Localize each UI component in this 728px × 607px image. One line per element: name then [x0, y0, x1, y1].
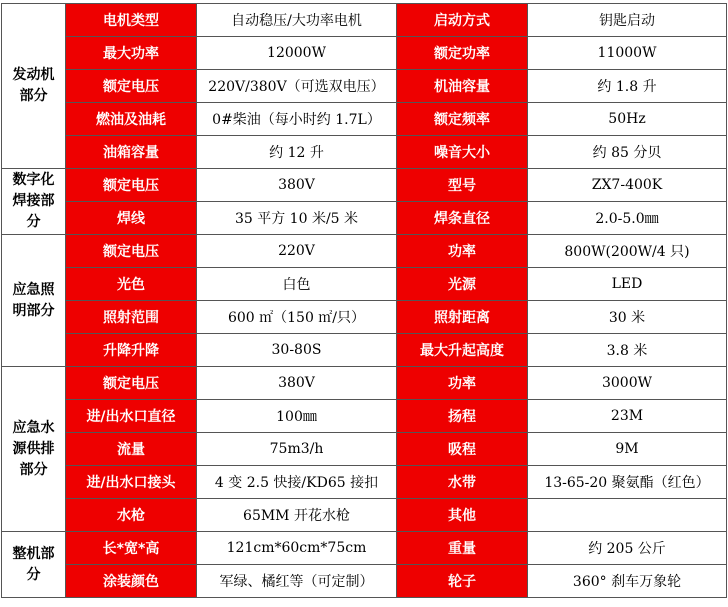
spec-value: 12000W: [197, 37, 397, 70]
spec-value: 钥匙启动: [528, 4, 727, 37]
table-row: [2, 400, 727, 433]
spec-label: 其他: [397, 499, 528, 532]
spec-label: 功率: [397, 367, 528, 400]
spec-label: 进/出水口接头: [66, 466, 197, 499]
spec-value: LED: [528, 268, 727, 301]
spec-label: 重量: [397, 532, 528, 565]
table-row: [2, 37, 727, 70]
spec-value: ZX7-400K: [528, 169, 727, 202]
spec-value: 11000W: [528, 37, 727, 70]
spec-value: 220V: [197, 235, 397, 268]
spec-value: 3000W: [528, 367, 727, 400]
table-row: [2, 466, 727, 499]
spec-value: 9M: [528, 433, 727, 466]
spec-label: 机油容量: [397, 70, 528, 103]
spec-value: 军绿、橘红等（可定制）: [197, 565, 397, 598]
section-title: 整机部分: [2, 532, 66, 598]
spec-value: 约 1.8 升: [528, 70, 727, 103]
table-row: [2, 565, 727, 598]
spec-label: 额定功率: [397, 37, 528, 70]
spec-label: 光色: [66, 268, 197, 301]
spec-label: 长*宽*高: [66, 532, 197, 565]
spec-table: [1, 3, 727, 598]
table-row: [2, 334, 727, 367]
table-row: [2, 499, 727, 532]
table-row: [2, 433, 727, 466]
spec-label: 流量: [66, 433, 197, 466]
spec-label: 吸程: [397, 433, 528, 466]
spec-value: 23M: [528, 400, 727, 433]
table-row: [2, 169, 727, 202]
spec-value: 30 米: [528, 301, 727, 334]
spec-value: 65MM 开花水枪: [197, 499, 397, 532]
spec-value: 3.8 米: [528, 334, 727, 367]
spec-value: 600 ㎡（150 ㎡/只）: [197, 301, 397, 334]
table-row: [2, 301, 727, 334]
table-row: [2, 235, 727, 268]
spec-label: 轮子: [397, 565, 528, 598]
table-row: [2, 367, 727, 400]
table-row: [2, 4, 727, 37]
spec-label: 噪音大小: [397, 136, 528, 169]
spec-value: 0#柴油（每小时约 1.7L）: [197, 103, 397, 136]
spec-value: 75m3/h: [197, 433, 397, 466]
section-title: 数字化焊接部分: [2, 169, 66, 235]
spec-label: 最大升起高度: [397, 334, 528, 367]
spec-label: 额定电压: [66, 70, 197, 103]
table-row: [2, 268, 727, 301]
table-row: [2, 532, 727, 565]
spec-label: 功率: [397, 235, 528, 268]
spec-value: 35 平方 10 米/5 米: [197, 202, 397, 235]
spec-value: [528, 499, 727, 532]
spec-value: 380V: [197, 169, 397, 202]
spec-label: 扬程: [397, 400, 528, 433]
spec-label: 涂装颜色: [66, 565, 197, 598]
table-row: [2, 136, 727, 169]
spec-label: 升降升降: [66, 334, 197, 367]
spec-value: 380V: [197, 367, 397, 400]
spec-label: 焊线: [66, 202, 197, 235]
spec-label: 额定电压: [66, 169, 197, 202]
spec-value: 100㎜: [197, 400, 397, 433]
spec-value: 360° 刹车万象轮: [528, 565, 727, 598]
section-title: 应急水源供排部分: [2, 367, 66, 532]
spec-label: 油箱容量: [66, 136, 197, 169]
section-title: 发动机部分: [2, 4, 66, 169]
spec-label: 电机类型: [66, 4, 197, 37]
spec-value: 13-65-20 聚氨酯（红色）: [528, 466, 727, 499]
spec-label: 型号: [397, 169, 528, 202]
spec-value: 30-80S: [197, 334, 397, 367]
spec-value: 2.0-5.0㎜: [528, 202, 727, 235]
spec-label: 焊条直径: [397, 202, 528, 235]
spec-value: 4 变 2.5 快接/KD65 接扣: [197, 466, 397, 499]
spec-label: 启动方式: [397, 4, 528, 37]
spec-label: 额定电压: [66, 235, 197, 268]
spec-label: 水带: [397, 466, 528, 499]
spec-value: 自动稳压/大功率电机: [197, 4, 397, 37]
spec-value: 白色: [197, 268, 397, 301]
spec-table-body: [2, 4, 727, 598]
spec-label: 额定电压: [66, 367, 197, 400]
spec-label: 燃油及油耗: [66, 103, 197, 136]
spec-label: 最大功率: [66, 37, 197, 70]
spec-value: 约 12 升: [197, 136, 397, 169]
spec-value: 220V/380V（可选双电压）: [197, 70, 397, 103]
spec-label: 进/出水口直径: [66, 400, 197, 433]
table-row: [2, 70, 727, 103]
spec-label: 照射距离: [397, 301, 528, 334]
spec-value: 约 85 分贝: [528, 136, 727, 169]
table-row: [2, 103, 727, 136]
spec-label: 光源: [397, 268, 528, 301]
spec-value: 约 205 公斤: [528, 532, 727, 565]
section-title: 应急照明部分: [2, 235, 66, 367]
spec-value: 50Hz: [528, 103, 727, 136]
spec-value: 121cm*60cm*75cm: [197, 532, 397, 565]
spec-label: 照射范围: [66, 301, 197, 334]
spec-value: 800W(200W/4 只): [528, 235, 727, 268]
table-row: [2, 202, 727, 235]
spec-label: 水枪: [66, 499, 197, 532]
spec-label: 额定频率: [397, 103, 528, 136]
